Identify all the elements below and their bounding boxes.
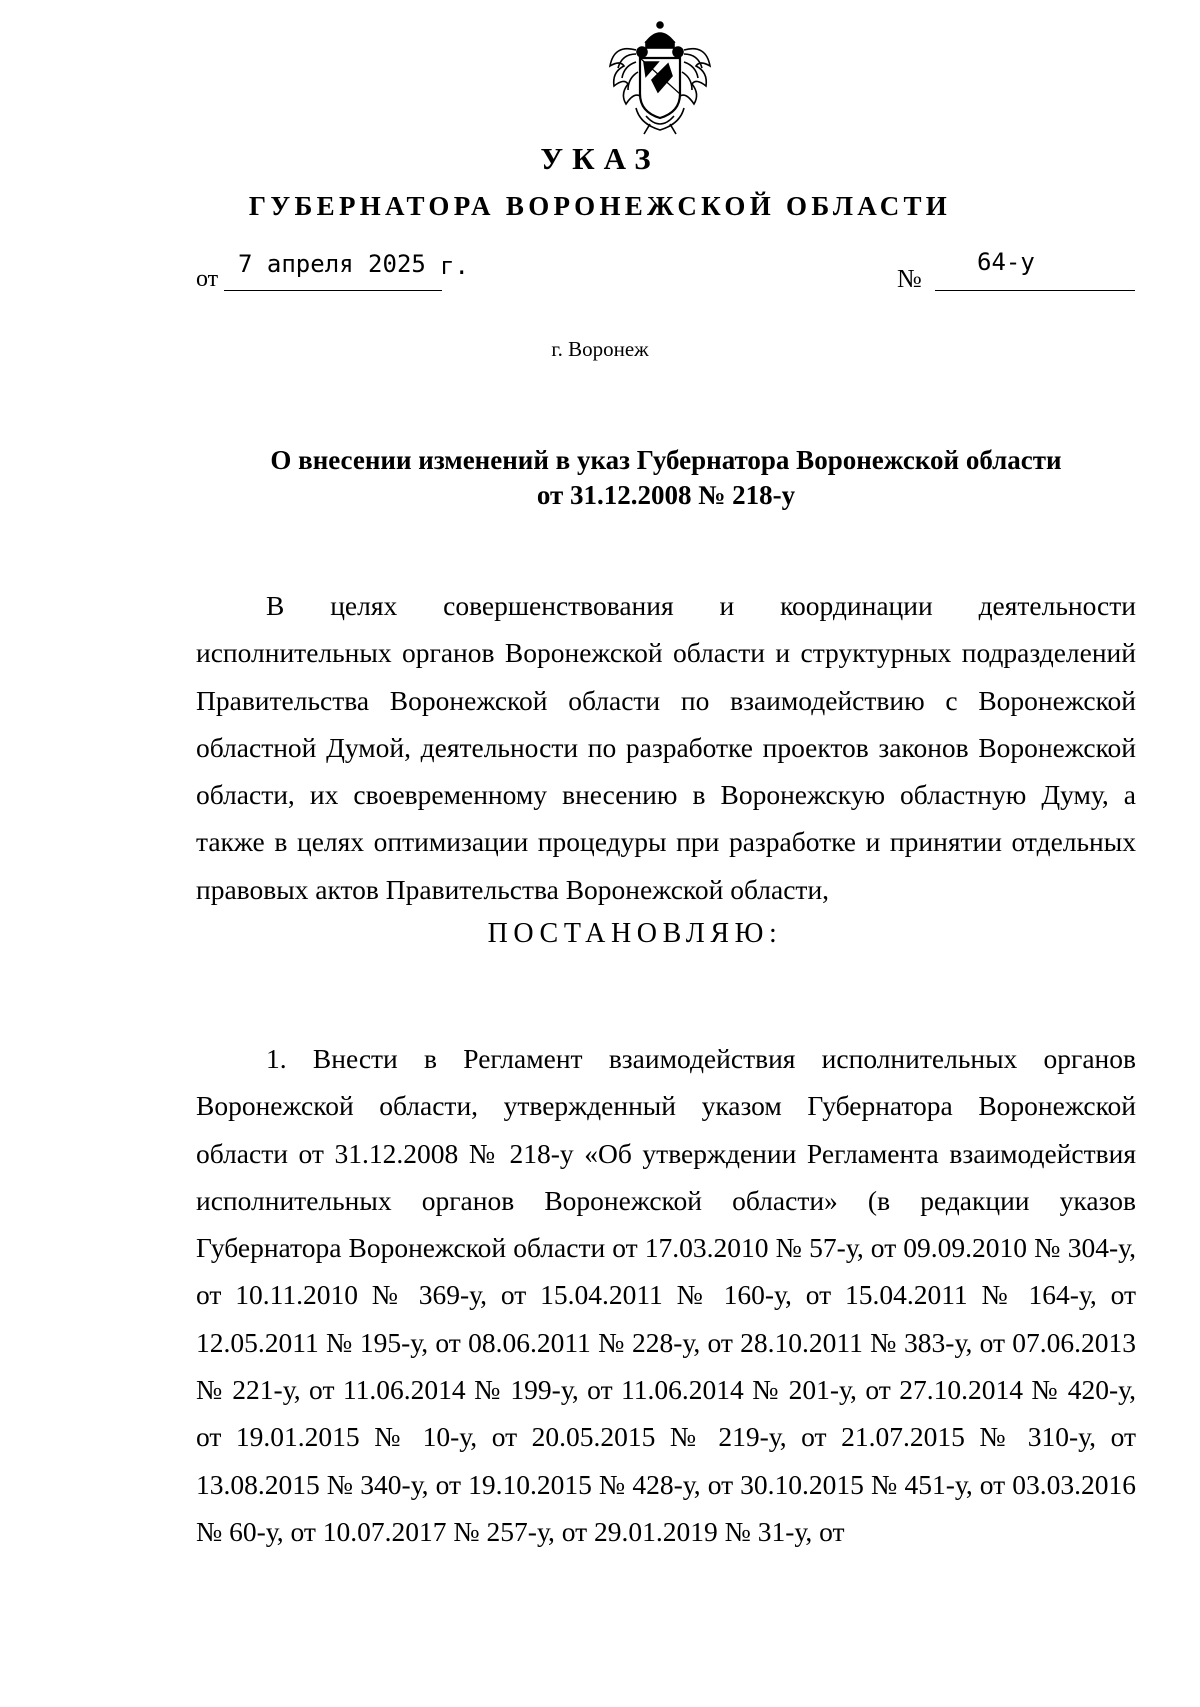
document-city: г. Воронеж (551, 337, 649, 361)
number-value: 64-у (977, 248, 1035, 276)
title-line-2: от 31.12.2008 № 218-у (536, 480, 796, 510)
document-type: УКАЗ (540, 141, 660, 176)
date-value: 7 апреля 2025 (238, 250, 426, 278)
number-underline (935, 290, 1135, 291)
document-authority: ГУБЕРНАТОРА ВОРОНЕЖСКОЙ ОБЛАСТИ (248, 191, 952, 221)
number-prefix: № (897, 264, 922, 293)
decree-word: ПОСТАНОВЛЯЮ: (487, 918, 783, 949)
item-1-text: 1. Внести в Регламент взаимодействия исполнительных органов Воронежской области, утвержденный указом Губернатора Воронежской области от 31.12.2008 № 218-у «Об утверждении Регламента взаимодействия исполнительных органов Воронежской области» (в редакции указов Губернатора Воронежской области от 17.03.2010 № 57-у, от 09.09.2010 № 304-у, от 10.11.2010 № 369-у, от 15.04.2011 № 160-у, от 15.04.2011 № 164-у, от 12.05.2011 № 195-у, от 08.06.2011 № 228-у, от 28.10.2011 № 383-у, от 07.06.2013 № 221-у, от 11.06.2014 № 199-у, от 11.06.2014 № 201-у, от 27.10.2014 № 420-у, от 19.01.2015 № 10-у, от 20.05.2015 № 219-у, от 21.07.2015 № 310-у, от 13.08.2015 № 340-у, от 19.10.2015 № 428-у, от 30.10.2015 № 451-у, от 03.03.2016 № 60-у, от 10.07.2017 № 257-у, от 29.01.2019 № 31-у, от (196, 1043, 1136, 1547)
title-line-1: О внесении изменений в указ Губернатора Воронежской области (270, 445, 1062, 475)
coat-of-arms-icon (606, 20, 714, 136)
date-suffix: г. (440, 252, 469, 280)
document-title (196, 443, 1136, 513)
preamble-paragraph (196, 582, 1136, 913)
item-1-paragraph (196, 1035, 1136, 1555)
date-prefix: от (196, 266, 219, 292)
date-underline (224, 290, 442, 291)
preamble-text: В целях совершенствования и координации деятельности исполнительных органов Воронежской области и структурных подразделений Правительства Воронежской области по взаимодействию с Воронежской областной Думой, деятельности по разработке проектов законов Воронежской области, их своевременному внесению в Воронежскую областную Думу, а также в целях оптимизации процедуры при разработке и принятии отдельных правовых актов Правительства Воронежской области, (196, 590, 1136, 905)
